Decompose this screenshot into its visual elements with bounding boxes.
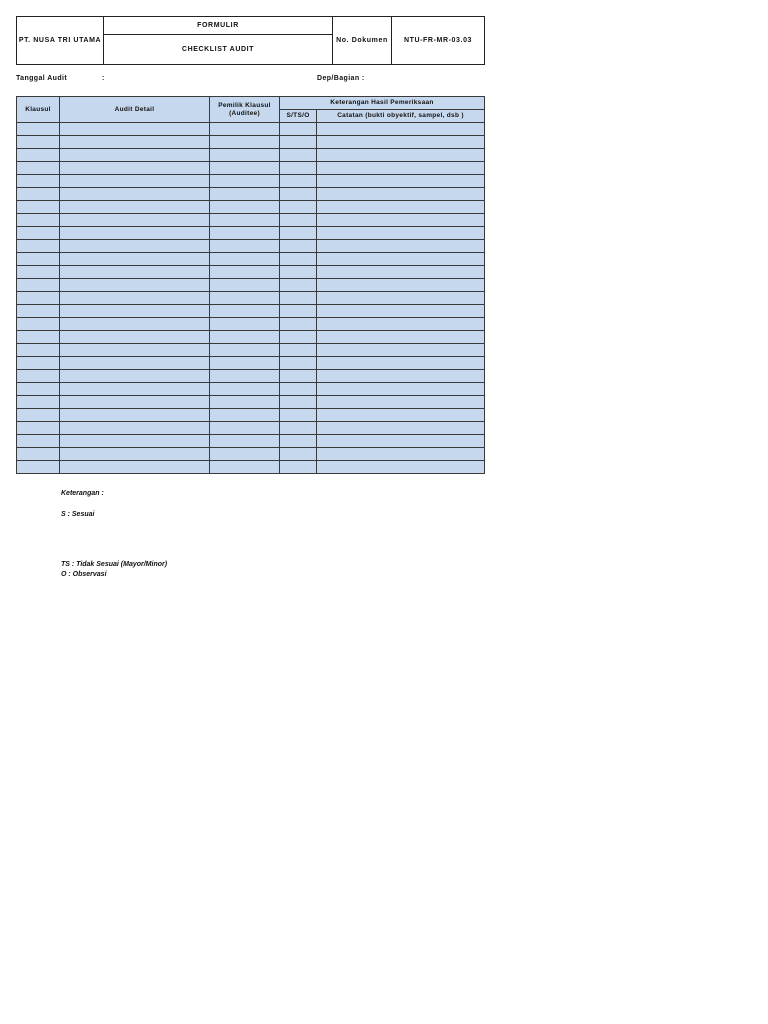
klausul-cell[interactable]	[17, 266, 60, 279]
auditee-cell[interactable]	[210, 240, 280, 253]
audit-detail-cell[interactable]	[60, 279, 210, 292]
auditee-cell[interactable]	[210, 292, 280, 305]
klausul-cell[interactable]	[17, 136, 60, 149]
audit-detail-cell[interactable]	[60, 123, 210, 136]
audit-detail-cell[interactable]	[60, 201, 210, 214]
status-cell[interactable]	[280, 214, 317, 227]
status-cell[interactable]	[280, 227, 317, 240]
status-cell[interactable]	[280, 435, 317, 448]
status-cell[interactable]	[280, 370, 317, 383]
table-row	[17, 188, 485, 201]
klausul-cell[interactable]	[17, 331, 60, 344]
table-row	[17, 214, 485, 227]
status-cell[interactable]	[280, 136, 317, 149]
klausul-cell[interactable]	[17, 149, 60, 162]
notes-cell[interactable]	[317, 279, 485, 292]
table-row	[17, 422, 485, 435]
department-label: Dep/Bagian :	[317, 75, 365, 82]
table-row	[17, 253, 485, 266]
table-row	[17, 448, 485, 461]
table-row	[17, 344, 485, 357]
auditee-cell[interactable]	[210, 149, 280, 162]
klausul-cell[interactable]	[17, 344, 60, 357]
status-cell[interactable]	[280, 357, 317, 370]
document-header	[16, 16, 485, 65]
notes-cell[interactable]	[317, 344, 485, 357]
klausul-cell[interactable]	[17, 370, 60, 383]
klausul-cell[interactable]	[17, 305, 60, 318]
document-number-label: No. Dokumen	[333, 17, 392, 65]
auditee-cell[interactable]	[210, 370, 280, 383]
notes-cell[interactable]	[317, 318, 485, 331]
status-cell[interactable]	[280, 123, 317, 136]
table-row	[17, 435, 485, 448]
table-row	[17, 331, 485, 344]
status-cell[interactable]	[280, 279, 317, 292]
notes-cell[interactable]	[317, 383, 485, 396]
status-cell[interactable]	[280, 201, 317, 214]
notes-title: Keterangan :	[61, 490, 104, 497]
notes-cell[interactable]	[317, 214, 485, 227]
status-cell[interactable]	[280, 383, 317, 396]
notes-cell[interactable]	[317, 331, 485, 344]
status-cell[interactable]	[280, 422, 317, 435]
klausul-cell[interactable]	[17, 279, 60, 292]
klausul-cell[interactable]	[17, 175, 60, 188]
status-cell[interactable]	[280, 266, 317, 279]
klausul-cell[interactable]	[17, 448, 60, 461]
column-header-audit-detail: Audit Detail	[60, 97, 210, 123]
klausul-cell[interactable]	[17, 409, 60, 422]
klausul-cell[interactable]	[17, 383, 60, 396]
audit-date-label: Tanggal Audit	[16, 75, 68, 82]
notes-cell[interactable]	[317, 266, 485, 279]
form-label: FORMULIR	[104, 17, 333, 35]
auditee-cell[interactable]	[210, 357, 280, 370]
klausul-cell[interactable]	[17, 162, 60, 175]
notes-cell[interactable]	[317, 461, 485, 474]
auditee-cell[interactable]	[210, 162, 280, 175]
notes-cell[interactable]	[317, 175, 485, 188]
column-header-notes: Catatan (bukti obyektif, sampel, dsb )	[317, 110, 485, 123]
audit-detail-cell[interactable]	[60, 422, 210, 435]
klausul-cell[interactable]	[17, 123, 60, 136]
notes-cell[interactable]	[317, 357, 485, 370]
klausul-cell[interactable]	[17, 292, 60, 305]
audit-detail-cell[interactable]	[60, 331, 210, 344]
table-row	[17, 383, 485, 396]
status-cell[interactable]	[280, 461, 317, 474]
notes-cell[interactable]	[317, 448, 485, 461]
klausul-cell[interactable]	[17, 435, 60, 448]
auditee-cell[interactable]	[210, 396, 280, 409]
table-row	[17, 123, 485, 136]
table-row	[17, 240, 485, 253]
notes-cell[interactable]	[317, 162, 485, 175]
notes-cell[interactable]	[317, 409, 485, 422]
auditee-cell[interactable]	[210, 461, 280, 474]
legend-sesuai: S : Sesuai	[61, 511, 95, 518]
table-row	[17, 201, 485, 214]
table-row	[17, 279, 485, 292]
auditee-cell[interactable]	[210, 214, 280, 227]
document-number: NTU-FR-MR-03.03	[392, 17, 485, 65]
table-row	[17, 396, 485, 409]
status-cell[interactable]	[280, 240, 317, 253]
audit-detail-cell[interactable]	[60, 448, 210, 461]
column-header-auditee: Pemilik Klausul (Auditee)	[210, 97, 280, 123]
notes-cell[interactable]	[317, 149, 485, 162]
status-cell[interactable]	[280, 331, 317, 344]
auditee-cell[interactable]	[210, 331, 280, 344]
status-cell[interactable]	[280, 188, 317, 201]
auditee-cell[interactable]	[210, 318, 280, 331]
legend-observasi: O : Observasi	[61, 571, 107, 578]
auditee-cell[interactable]	[210, 175, 280, 188]
klausul-cell[interactable]	[17, 357, 60, 370]
klausul-cell[interactable]	[17, 318, 60, 331]
notes-cell[interactable]	[317, 370, 485, 383]
status-cell[interactable]	[280, 396, 317, 409]
notes-cell[interactable]	[317, 253, 485, 266]
audit-detail-cell[interactable]	[60, 253, 210, 266]
audit-detail-cell[interactable]	[60, 227, 210, 240]
company-name: PT. NUSA TRI UTAMA	[17, 17, 104, 65]
notes-cell[interactable]	[317, 123, 485, 136]
klausul-cell[interactable]	[17, 253, 60, 266]
audit-detail-cell[interactable]	[60, 344, 210, 357]
status-cell[interactable]	[280, 344, 317, 357]
auditee-cell[interactable]	[210, 253, 280, 266]
audit-detail-cell[interactable]	[60, 357, 210, 370]
auditee-cell[interactable]	[210, 383, 280, 396]
table-row	[17, 162, 485, 175]
auditee-cell[interactable]	[210, 123, 280, 136]
notes-cell[interactable]	[317, 305, 485, 318]
audit-detail-cell[interactable]	[60, 396, 210, 409]
notes-cell[interactable]	[317, 422, 485, 435]
audit-detail-cell[interactable]	[60, 266, 210, 279]
column-header-status: S/TS/O	[280, 110, 317, 123]
status-cell[interactable]	[280, 292, 317, 305]
column-group-header-results: Keterangan Hasil Pemeriksaan	[280, 97, 485, 110]
notes-cell[interactable]	[317, 292, 485, 305]
legend-tidak-sesuai: TS : Tidak Sesuai (Mayor/Minor)	[61, 561, 168, 568]
audit-detail-cell[interactable]	[60, 370, 210, 383]
audit-detail-cell[interactable]	[60, 435, 210, 448]
auditee-cell[interactable]	[210, 201, 280, 214]
klausul-cell[interactable]	[17, 227, 60, 240]
table-row	[17, 305, 485, 318]
table-row	[17, 175, 485, 188]
audit-detail-cell[interactable]	[60, 305, 210, 318]
auditee-cell[interactable]	[210, 188, 280, 201]
table-row	[17, 370, 485, 383]
auditee-cell[interactable]	[210, 344, 280, 357]
status-cell[interactable]	[280, 253, 317, 266]
status-cell[interactable]	[280, 175, 317, 188]
auditee-cell[interactable]	[210, 448, 280, 461]
status-cell[interactable]	[280, 162, 317, 175]
audit-detail-cell[interactable]	[60, 318, 210, 331]
klausul-cell[interactable]	[17, 422, 60, 435]
status-cell[interactable]	[280, 305, 317, 318]
table-row	[17, 318, 485, 331]
audit-detail-cell[interactable]	[60, 162, 210, 175]
klausul-cell[interactable]	[17, 240, 60, 253]
table-row	[17, 292, 485, 305]
status-cell[interactable]	[280, 448, 317, 461]
auditee-cell[interactable]	[210, 409, 280, 422]
table-row	[17, 357, 485, 370]
status-cell[interactable]	[280, 149, 317, 162]
auditee-cell[interactable]	[210, 435, 280, 448]
audit-date-colon: :	[102, 75, 105, 82]
klausul-cell[interactable]	[17, 396, 60, 409]
audit-detail-cell[interactable]	[60, 214, 210, 227]
table-row	[17, 409, 485, 422]
notes-cell[interactable]	[317, 435, 485, 448]
audit-detail-cell[interactable]	[60, 461, 210, 474]
auditee-cell[interactable]	[210, 136, 280, 149]
klausul-cell[interactable]	[17, 201, 60, 214]
form-title: CHECKLIST AUDIT	[104, 35, 333, 65]
klausul-cell[interactable]	[17, 188, 60, 201]
auditee-cell[interactable]	[210, 279, 280, 292]
audit-detail-cell[interactable]	[60, 292, 210, 305]
notes-cell[interactable]	[317, 240, 485, 253]
auditee-cell[interactable]	[210, 422, 280, 435]
klausul-cell[interactable]	[17, 461, 60, 474]
notes-cell[interactable]	[317, 396, 485, 409]
audit-detail-cell[interactable]	[60, 175, 210, 188]
audit-detail-cell[interactable]	[60, 383, 210, 396]
notes-cell[interactable]	[317, 188, 485, 201]
auditee-cell[interactable]	[210, 266, 280, 279]
audit-detail-cell[interactable]	[60, 409, 210, 422]
audit-detail-cell[interactable]	[60, 188, 210, 201]
notes-cell[interactable]	[317, 227, 485, 240]
auditee-cell[interactable]	[210, 227, 280, 240]
table-row	[17, 149, 485, 162]
notes-cell[interactable]	[317, 201, 485, 214]
klausul-cell[interactable]	[17, 214, 60, 227]
table-row	[17, 461, 485, 474]
column-header-klausul: Klausul	[17, 97, 60, 123]
checklist-rows	[17, 123, 485, 474]
auditee-cell[interactable]	[210, 305, 280, 318]
table-row	[17, 227, 485, 240]
status-cell[interactable]	[280, 409, 317, 422]
checklist-table	[16, 96, 485, 474]
audit-detail-cell[interactable]	[60, 149, 210, 162]
notes-cell[interactable]	[317, 136, 485, 149]
status-cell[interactable]	[280, 318, 317, 331]
audit-detail-cell[interactable]	[60, 240, 210, 253]
table-row	[17, 136, 485, 149]
table-row	[17, 266, 485, 279]
audit-detail-cell[interactable]	[60, 136, 210, 149]
